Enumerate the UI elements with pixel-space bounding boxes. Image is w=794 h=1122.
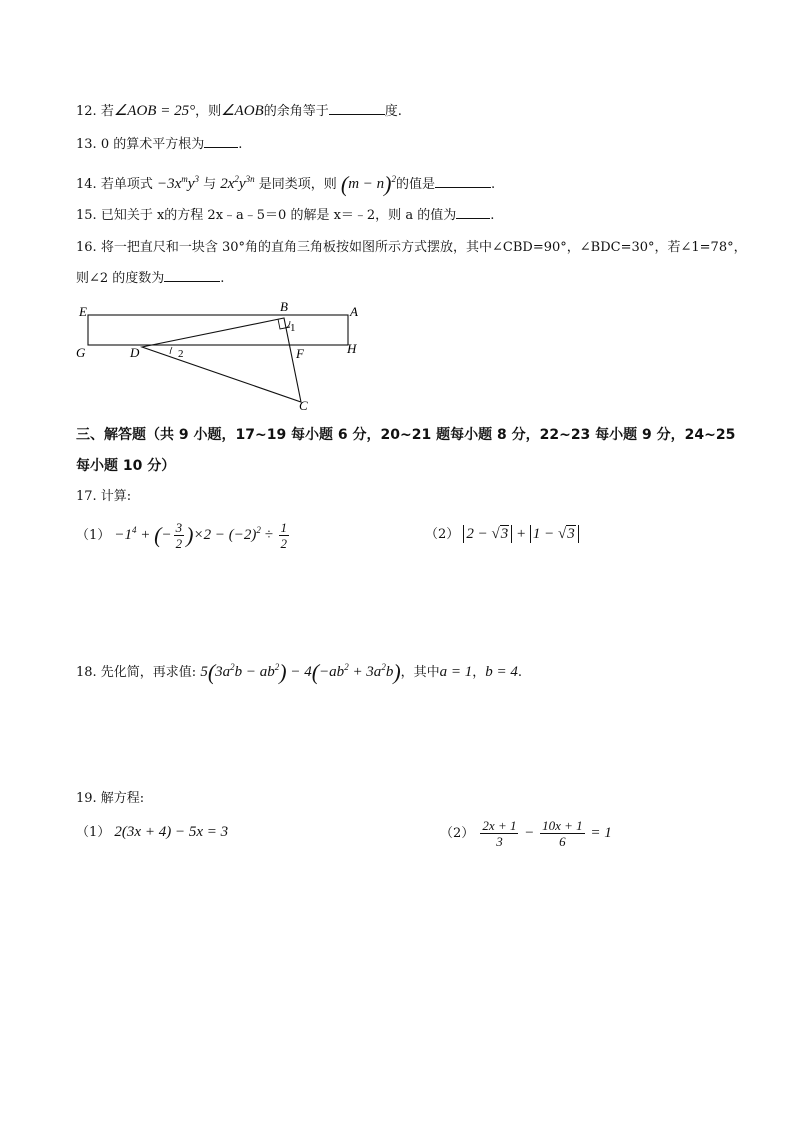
q18-prefix: 18. 先化简，再求值: — [76, 665, 197, 680]
q12-mid: ，则 — [195, 104, 222, 119]
label-g: G — [76, 345, 86, 360]
ruler-triangle-figure — [74, 298, 374, 418]
question-16-line2 — [76, 268, 224, 289]
monomial-1: $-3x^my^3$ — [156, 174, 199, 192]
condition-b: b = 4 — [485, 664, 518, 680]
label-a: A — [350, 304, 358, 319]
expression-m-minus-n: $(m - n)^2$ — [340, 171, 396, 197]
question-number: 16. — [76, 240, 97, 255]
q15-end: . — [490, 208, 495, 223]
label-d: D — [130, 345, 140, 360]
label-angle-1: 1 — [290, 322, 296, 334]
q13-end: . — [238, 137, 243, 152]
label-f: F — [296, 346, 304, 361]
q18-end: . — [517, 665, 523, 680]
part-label: （2） — [440, 825, 475, 841]
answer-blank[interactable] — [164, 268, 220, 282]
q19-part2-equation: $\frac{2x + 1}{3}$ − $\frac{10x + 1}{6}$ = 1 — [482, 818, 612, 849]
question-12 — [76, 101, 402, 122]
q19-part1-equation: 2(3x + 4) − 5x = 3 — [114, 824, 229, 840]
question-number: 13. — [76, 137, 97, 152]
q14-tail: 的值是 — [396, 177, 436, 192]
q14-suffix: 是同类项，则 — [258, 177, 337, 192]
q17-part2-expression: 2 − √3 + 1 − √3 — [463, 525, 578, 543]
answer-blank[interactable] — [435, 174, 491, 188]
q16-end: . — [220, 271, 225, 286]
question-19-title: 19. 解方程: — [76, 791, 145, 806]
q16-text-line1: 将一把直尺和一块含 30°角的直角三角板按如图所示方式摆放，其中∠CBD=90°，∠BDC=30°，若∠1=78°， — [100, 240, 747, 255]
ruler-rectangle — [88, 315, 348, 345]
part-label: （2） — [425, 527, 460, 542]
question-14 — [76, 169, 495, 195]
q12-suffix: 的余角等于 — [263, 104, 329, 119]
section-heading: 三、解答题（共 9 小题，17~19 每小题 6 分，20~21 题每小题 8 分，22~23 每小题 9 分，24~25 — [76, 427, 736, 443]
monomial-2: $2x^2y^{3n}$ — [220, 174, 255, 192]
answer-blank[interactable] — [329, 101, 385, 115]
question-15 — [76, 205, 494, 226]
condition-a: a = 1 — [439, 664, 473, 680]
label-angle-2: 2 — [178, 348, 184, 360]
q16-text-line2: 则∠2 的度数为 — [76, 271, 165, 286]
question-number: 15. — [76, 208, 97, 223]
label-b: B — [280, 299, 288, 314]
question-17-part2 — [425, 524, 579, 545]
question-number: 14. — [76, 177, 97, 192]
triangle-bcd — [142, 318, 301, 402]
label-h: H — [347, 341, 357, 356]
q12-expression: ∠AOB = 25° — [113, 103, 196, 119]
q12-prefix: 若 — [100, 104, 114, 119]
angle-2-arc — [170, 347, 172, 354]
part-label: （1） — [76, 825, 111, 840]
question-17-part1 — [76, 520, 291, 551]
q14-end: . — [491, 177, 496, 192]
question-19-part1 — [76, 822, 228, 843]
question-13 — [76, 134, 242, 155]
q14-mid: 与 — [203, 177, 217, 192]
question-16 — [76, 238, 747, 258]
q18-suffix: ，其中 — [400, 665, 440, 680]
question-18: 18. 先化简，再求值: $5(3a^2b - ab^2) - 4(-ab^2 + 3a^2b)$，其中a = 1，b = 4. — [76, 659, 523, 685]
section-heading-line2: 每小题 10 分） — [76, 458, 176, 474]
answer-blank[interactable] — [456, 205, 490, 219]
question-19-part2 — [440, 818, 612, 849]
label-e: E — [79, 304, 87, 319]
q13-text: 0 的算术平方根为 — [100, 137, 205, 152]
q14-prefix: 若单项式 — [100, 177, 153, 192]
q15-text: 已知关于 x的方程 2x﹣a﹣5＝0 的解是 x＝﹣2，则 a 的值为 — [100, 208, 457, 223]
q18-expression: $5(3a^2b - ab^2) - 4(-ab^2 + 3a^2b)$ — [200, 659, 401, 685]
q12-end: 度. — [384, 104, 402, 119]
part-label: （1） — [76, 528, 111, 543]
question-17-title: 17. 计算: — [76, 489, 132, 504]
question-number: 12. — [76, 104, 97, 119]
label-c: C — [299, 398, 308, 413]
q17-part1-expression: $-1^4$ + (− $\frac{3}{2}$ )$\times 2 - (-2)^2$ ÷ $\frac{1}{2}$ — [114, 520, 288, 552]
answer-blank[interactable] — [204, 134, 238, 148]
q12-expression-2: ∠AOB — [221, 103, 264, 119]
